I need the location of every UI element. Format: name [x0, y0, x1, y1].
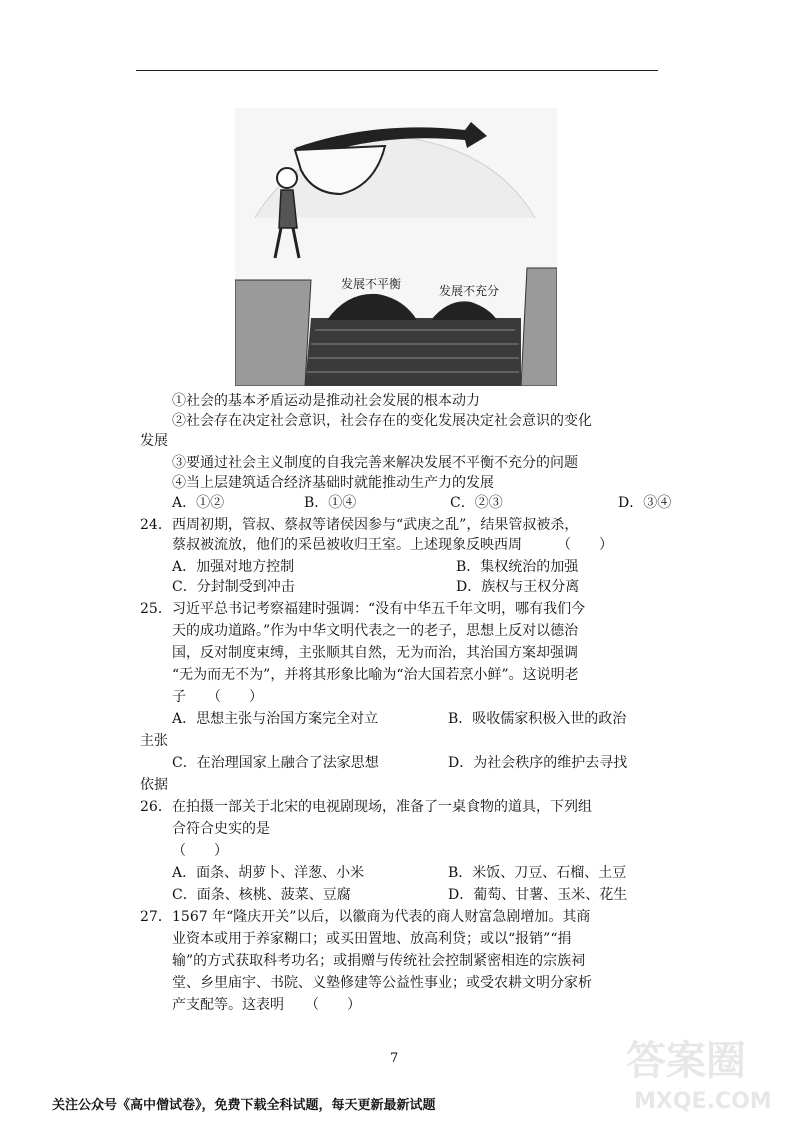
q24-option-c: C．分封制受到冲击: [172, 579, 295, 595]
q23-option-a: A．①②: [172, 495, 225, 511]
q25-option-a: A．思想主张与治国方案完全对立: [172, 711, 379, 727]
left-cliff-icon: [235, 280, 311, 386]
q27-line-4: 堂、乡里庙宇、书院、义塾修建等公益性事业；或受农耕文明分家析: [172, 975, 592, 991]
right-cliff-icon: [521, 268, 557, 386]
q27-line-5: 产支配等。这表明 （ ）: [172, 997, 361, 1013]
q23-option-d: D．③④: [618, 495, 672, 511]
q25-option-b-cont: 主张: [140, 733, 168, 749]
cartoon-illustration: [235, 108, 557, 386]
q23-statement-2-cont: 发展: [140, 433, 168, 449]
q26-number: 26．: [140, 799, 172, 815]
q24-option-a: A．加强对地方控制: [172, 559, 295, 575]
q27-line-3: 输”的方式获取科考功名；或捐赠与传统社会控制紧密相连的宗族祠: [172, 953, 586, 969]
q27-number: 27．: [140, 909, 172, 925]
q26-line-3: （ ）: [172, 843, 228, 859]
watermark-line-2: MXQE.COM: [634, 1089, 772, 1114]
q25-line-4: “无为而无不为”，并将其形象比喻为“治大国若烹小鲜”。这说明老: [172, 667, 579, 683]
label-insufficient: 发展不充分: [439, 284, 500, 298]
q26-option-a: A．面条、胡萝卜、洋葱、小米: [172, 865, 365, 881]
q24-option-d: D．族权与王权分离: [456, 579, 580, 595]
q23-option-b: B．①④: [304, 495, 357, 511]
q25-line-3: 国，反对制度束缚，主张顺其自然，无为而治，其治国方案却强调: [172, 645, 578, 661]
q24-line-1: 西周初期，管叔、蔡叔等诸侯因参与“武庚之乱”，结果管叔被杀，: [172, 517, 579, 533]
q27-line-1: 1567 年“隆庆开关”以后，以徽商为代表的商人财富急剧增加。其商: [172, 909, 591, 925]
watermark-stamp: [618, 1028, 776, 1114]
q23-option-c: C．②③: [450, 495, 503, 511]
q25-line-5: 子 （ ）: [172, 689, 263, 705]
q24-number: 24．: [140, 517, 172, 533]
q27-line-2: 业资本或用于养家糊口；或买田置地、放高利贷；或以“报销”“捐: [172, 931, 572, 947]
q26-option-d: D．葡萄、甘薯、玉米、花生: [448, 887, 628, 903]
q24-option-b: B．集权统治的加强: [456, 559, 579, 575]
page-number: 7: [390, 1051, 399, 1066]
footer-notice: 关注公众号《高中僧试卷》，免费下载全科试题，每天更新最新试题: [52, 1098, 436, 1113]
watermark-line-1: 答案圈: [626, 1038, 746, 1084]
q25-option-d: D．为社会秩序的维护去寻找: [448, 755, 628, 771]
header-rule: [136, 70, 658, 71]
q25-option-c: C．在治理国家上融合了法家思想: [172, 755, 379, 771]
q25-line-1: 习近平总书记考察福建时强调：“没有中华五千年文明，哪有我们今: [172, 601, 586, 617]
q23-statement-3: ③要通过社会主义制度的自我完善来解决发展不平衡不充分的问题: [172, 455, 578, 471]
q25-option-b: B．吸收儒家积极入世的政治: [448, 711, 627, 727]
q23-statement-2: ②社会存在决定社会意识，社会存在的变化发展决定社会意识的变化: [172, 413, 592, 429]
q26-option-c: C．面条、核桃、菠菜、豆腐: [172, 887, 351, 903]
q26-line-2: 合符合史实的是: [172, 821, 270, 837]
person-head-icon: [277, 168, 297, 188]
label-imbalance: 发展不平衡: [341, 277, 402, 291]
cartoon-svg: [235, 108, 557, 386]
q25-option-d-cont: 依据: [140, 777, 168, 793]
q26-line-1: 在拍摄一部关于北宋的电视剧现场，准备了一桌食物的道具，下列组: [172, 799, 592, 815]
q25-number: 25．: [140, 601, 172, 617]
q26-option-b: B．米饭、刀豆、石榴、土豆: [448, 865, 627, 881]
water-icon: [305, 318, 521, 386]
q25-line-2: 天的成功道路。”作为中华文明代表之一的老子，思想上反对以德治: [172, 623, 579, 639]
watermark-svg: [618, 1028, 776, 1114]
q23-statement-4: ④当上层建筑适合经济基础时就能推动生产力的发展: [172, 475, 494, 491]
q24-line-2: 蔡叔被流放，他们的采邑被收归王室。上述现象反映西周 （ ）: [172, 537, 613, 553]
q23-statement-1: ①社会的基本矛盾运动是推动社会发展的根本动力: [172, 393, 480, 409]
